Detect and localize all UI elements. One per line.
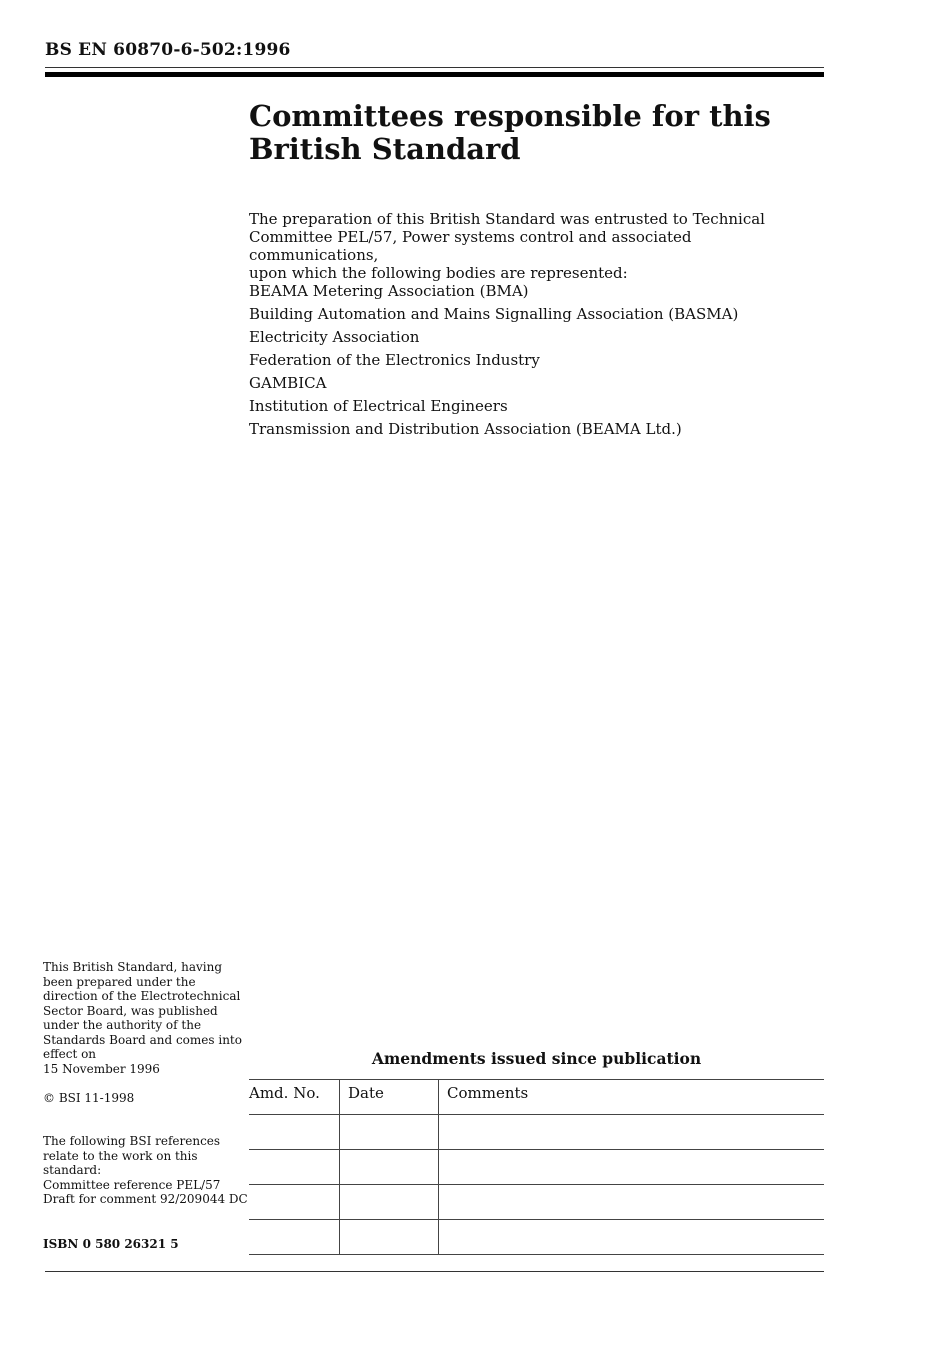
list-item: Institution of Electrical Engineers [249, 397, 508, 415]
list-item: Federation of the Electronics Industry [249, 351, 540, 369]
list-item: Transmission and Distribution Association (BEAMA Ltd.) [249, 420, 682, 438]
reference-line: standard: [43, 1163, 102, 1177]
amendments-heading: Amendments issued since publication [371, 1049, 702, 1068]
table-cell [340, 1185, 439, 1220]
table-cell [249, 1115, 340, 1150]
reference-line: Draft for comment 92/209044 DC [43, 1192, 248, 1206]
document-code: BS EN 60870-6-502:1996 [45, 40, 291, 60]
table-cell [439, 1220, 825, 1255]
page-title [249, 100, 809, 166]
title-line-2: British Standard [249, 132, 521, 166]
represented-bodies-list [249, 281, 824, 442]
reference-line: Committee reference PEL/57 [43, 1177, 221, 1192]
table-cell [340, 1220, 439, 1255]
title-line-1: Committees responsible for this [249, 99, 771, 133]
amendments-table [249, 1079, 824, 1255]
intro-paragraph [249, 210, 824, 282]
intro-line-3: upon which the following bodies are represented: [249, 264, 628, 282]
copyright-note: © BSI 11-1998 [43, 1091, 135, 1105]
publication-note [43, 960, 248, 1076]
list-item: Electricity Association [249, 328, 420, 346]
table-cell [249, 1150, 340, 1185]
list-item: Building Automation and Mains Signalling Association (BASMA) [249, 305, 739, 323]
reference-line: relate to the work on this [43, 1148, 198, 1163]
publication-line: under the authority of the [43, 1018, 202, 1032]
table-cell [439, 1115, 825, 1150]
list-item: GAMBICA [249, 374, 327, 392]
table-cell [249, 1185, 340, 1220]
table-cell [439, 1185, 825, 1220]
table-row [249, 1115, 824, 1150]
publication-line: direction of the Electrotechnical [43, 989, 241, 1003]
table-cell [249, 1220, 340, 1255]
table-header-row [249, 1080, 824, 1115]
table-row [249, 1220, 824, 1255]
publication-line: Standards Board and comes into [43, 1032, 242, 1047]
table-row [249, 1150, 824, 1185]
intro-line-2: Committee PEL/57, Power systems control and associated communications, [249, 228, 692, 264]
column-header-date: Date [340, 1080, 439, 1115]
publication-line: effect on [43, 1047, 97, 1061]
publication-line: Sector Board, was published [43, 1003, 218, 1018]
reference-line: The following BSI references [43, 1134, 221, 1148]
table-cell [439, 1150, 825, 1185]
list-item: BEAMA Metering Association (BMA) [249, 282, 529, 300]
header-thick-rule [45, 72, 824, 77]
table-row [249, 1185, 824, 1220]
intro-line-1: The preparation of this British Standard was entrusted to Technical [249, 210, 765, 228]
footer-rule [45, 1271, 824, 1272]
column-header-comments: Comments [439, 1080, 825, 1115]
publication-line: been prepared under the [43, 974, 196, 989]
publication-line: This British Standard, having [43, 960, 223, 974]
isbn: ISBN 0 580 26321 5 [43, 1237, 179, 1251]
column-header-amd-no: Amd. No. [249, 1080, 340, 1115]
table-cell [340, 1115, 439, 1150]
header-thin-rule [45, 67, 824, 68]
table-cell [340, 1150, 439, 1185]
bsi-references-note [43, 1134, 248, 1207]
publication-line: 15 November 1996 [43, 1061, 160, 1076]
